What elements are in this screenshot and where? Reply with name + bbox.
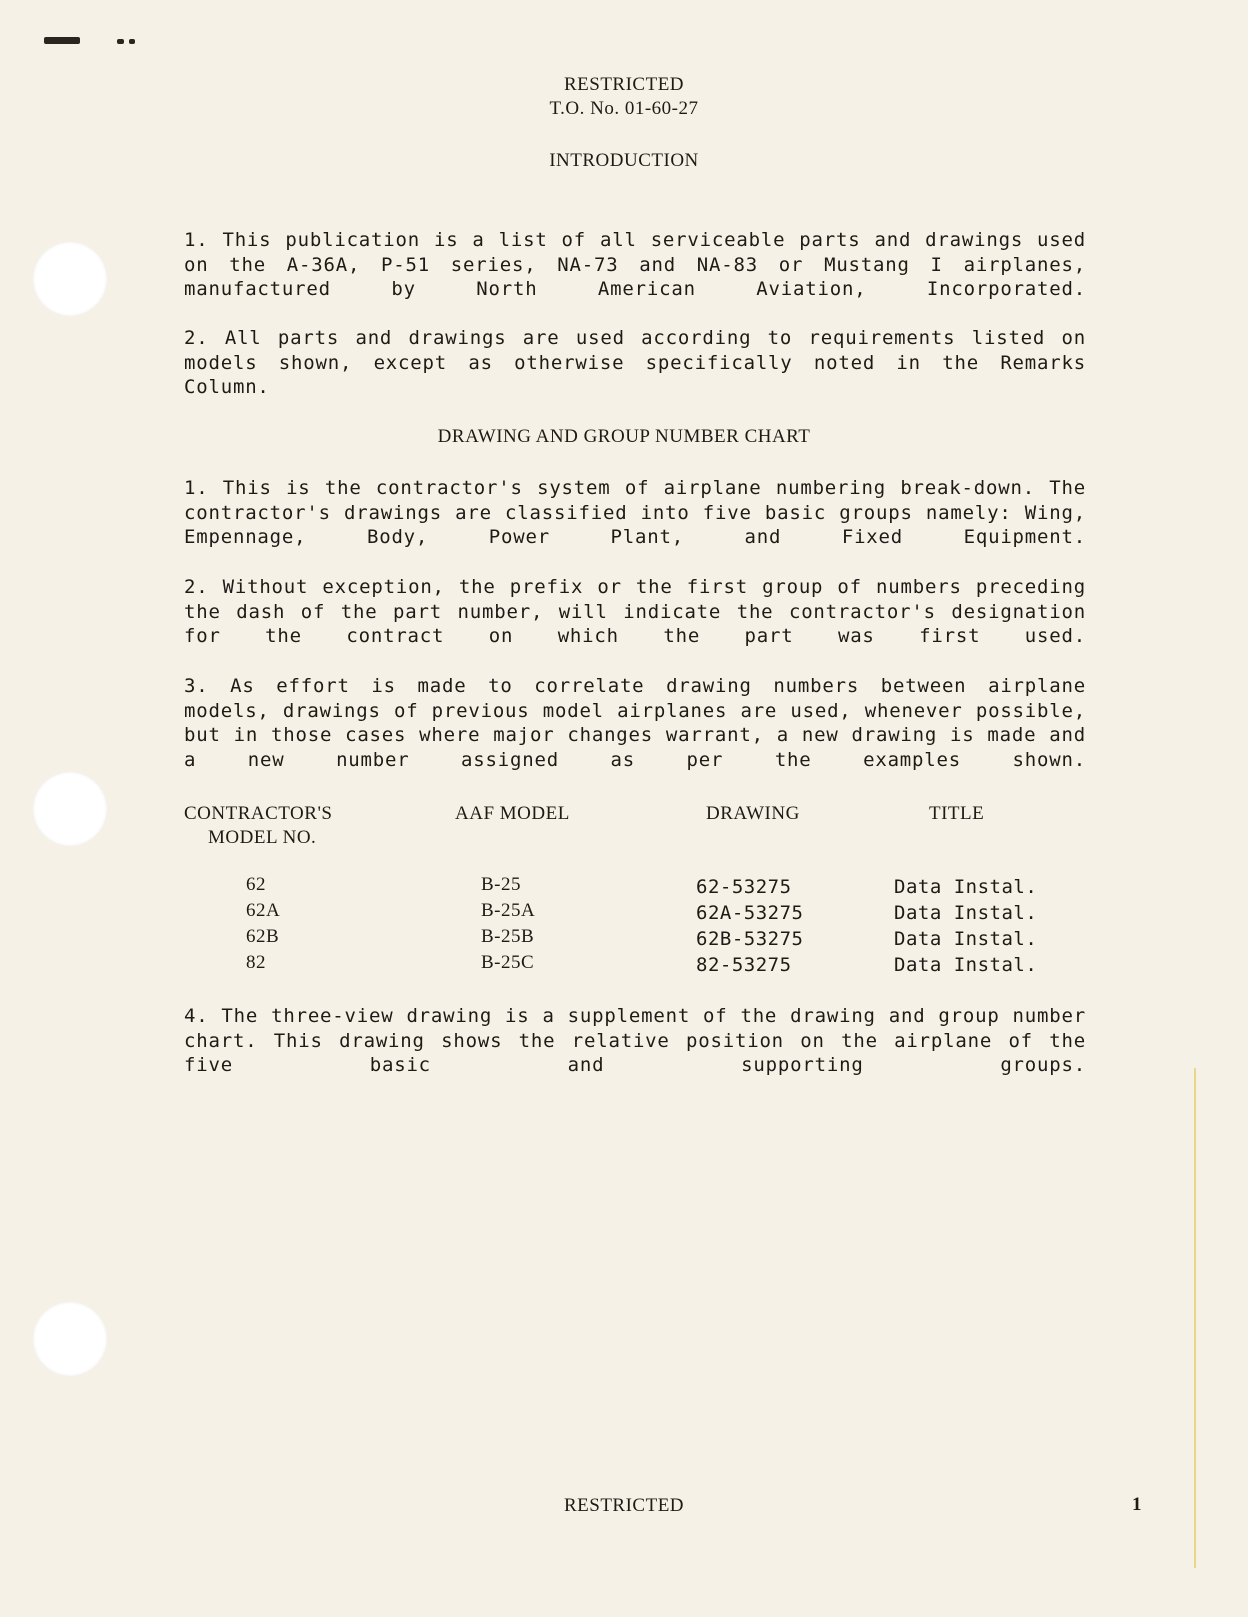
header-drawing: DRAWING [706,803,800,824]
header-aaf-model: AAF MODEL [455,803,570,824]
binder-hole-top [33,242,107,316]
cell-drawing: 82-53275 [696,954,792,976]
header-model-no: MODEL NO. [208,827,317,848]
classification-footer: RESTRICTED [563,1495,685,1516]
intro-paragraph-1: 1. This publication is a list of all serviceable parts and drawings used on the A-36A, P-51 series, NA-73 and NA-83 or Mustang I airplanes, manufactured by North American Aviation, Incorporated. [184,229,1086,300]
cell-title: Data Instal. [894,876,1038,898]
classification-header: RESTRICTED [563,74,685,95]
cell-model: 62B [246,926,280,947]
ink-speck [117,39,124,44]
header-title: TITLE [929,803,985,824]
page-number: 1 [1132,1494,1142,1515]
cell-drawing: 62A-53275 [696,902,804,924]
chart-paragraph-2: 2. Without exception, the prefix or the first group of numbers preceding the dash of the part number, will indicate the contractor's designation for the contract on which the part was first used. [184,576,1086,647]
chart-paragraph-4: 4. The three-view drawing is a supplement of the drawing and group number chart. This drawing shows the relative position on the airplane of the five basic and supporting groups. [184,1005,1086,1076]
chart-paragraph-1: 1. This is the contractor's system of airplane numbering break-down. The contractor's drawings are classified into five basic groups namely: Wing, Empennage, Body, Power Plant, and Fixed Equipment. [184,477,1086,548]
ink-speck [44,37,80,44]
cell-model: 62A [246,900,281,921]
cell-drawing: 62-53275 [696,876,792,898]
cell-aaf-model: B-25B [481,926,535,947]
page-edge-mark [1194,1068,1196,1568]
binder-hole-bottom [33,1302,107,1376]
introduction-heading: INTRODUCTION [549,150,699,171]
chart-section-heading: DRAWING AND GROUP NUMBER CHART [437,426,811,447]
cell-title: Data Instal. [894,902,1038,924]
cell-model: 82 [246,952,266,973]
cell-title: Data Instal. [894,928,1038,950]
binder-hole-middle [33,772,107,846]
cell-model: 62 [246,874,266,895]
cell-title: Data Instal. [894,954,1038,976]
ink-speck [129,39,135,44]
intro-paragraph-2: 2. All parts and drawings are used according to requirements listed on models shown, except as otherwise specifically noted in the Remarks Column. [184,327,1086,398]
cell-aaf-model: B-25 [481,874,521,895]
cell-aaf-model: B-25C [481,952,535,973]
technical-order-number: T.O. No. 01-60-27 [549,98,699,119]
header-contractors: CONTRACTOR'S [184,803,333,824]
cell-drawing: 62B-53275 [696,928,804,950]
cell-aaf-model: B-25A [481,900,536,921]
chart-paragraph-3: 3. As effort is made to correlate drawing numbers between airplane models, drawings of previous model airplanes are used, whenever possible, but in those cases where major changes warrant, a new drawing is made and a new number assigned as per the examples shown. [184,675,1086,771]
